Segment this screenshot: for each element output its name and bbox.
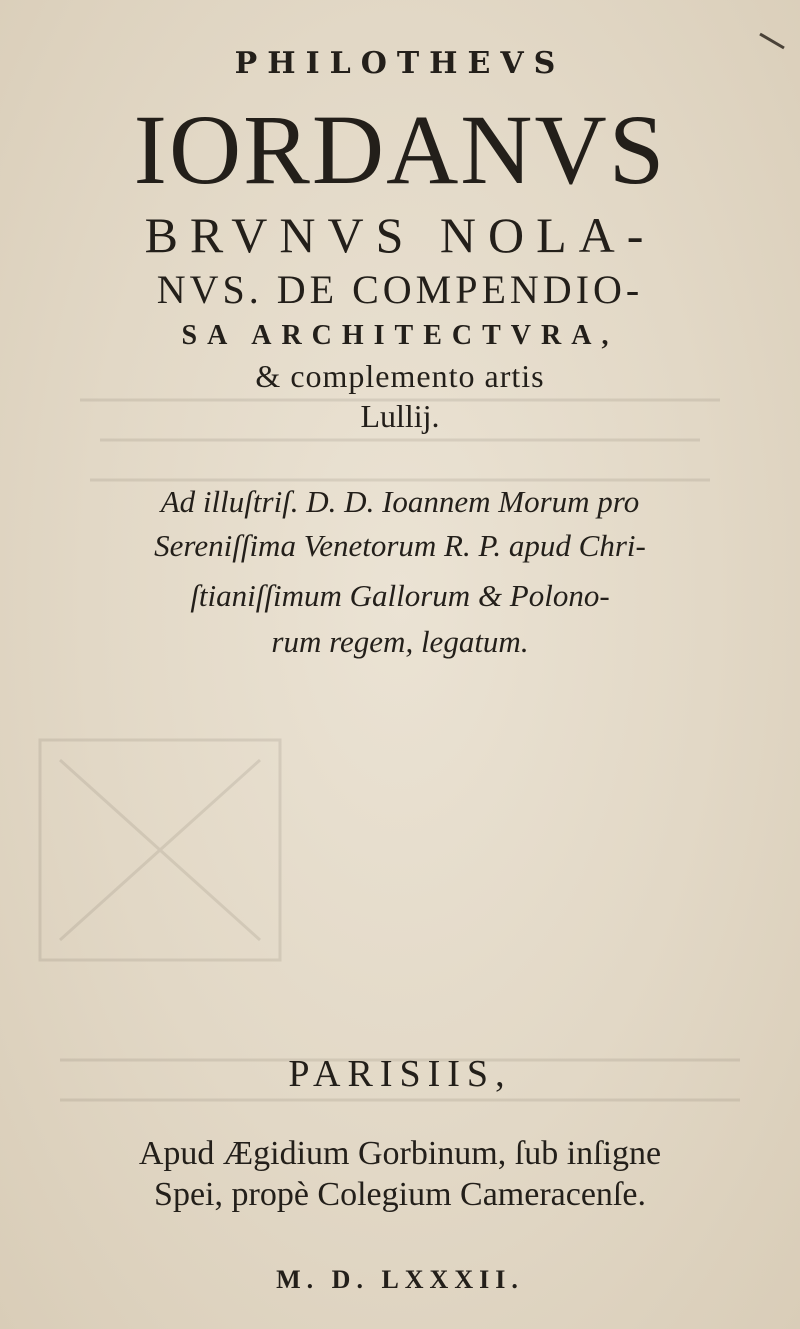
author-surname-line: BRVNVS NOLA-	[144, 207, 656, 263]
dedication-line-3: ſtianiſſimum Gallorum & Polono-	[190, 578, 610, 613]
imprint-date: M. D. LXXXII.	[276, 1265, 524, 1294]
author-forename: PHILOTHEVS	[234, 46, 566, 81]
dedication-line-2: Sereniſſima Venetorum R. P. apud Chri-	[154, 528, 646, 563]
title-line-3: & complemento artis	[255, 358, 545, 394]
imprint-city: PARISIIS,	[288, 1053, 512, 1095]
imprint-publisher-line-2: Spei, propè Colegium Cameracenſe.	[154, 1176, 646, 1213]
imprint-publisher-line-1: Apud Ægidium Gorbinum, ſub inſigne	[138, 1135, 662, 1172]
dedication-line-4: rum regem, legatum.	[271, 624, 529, 659]
title-line-1: NVS. DE COMPENDIO-	[156, 267, 644, 312]
author-name: IORDANVS	[133, 94, 667, 205]
title-line-2: SA ARCHITECTVRA,	[181, 320, 619, 351]
title-line-4: Lullij.	[360, 398, 440, 434]
dedication-line-1: Ad illuſtriſ. D. D. Ioannem Morum pro	[160, 484, 640, 519]
